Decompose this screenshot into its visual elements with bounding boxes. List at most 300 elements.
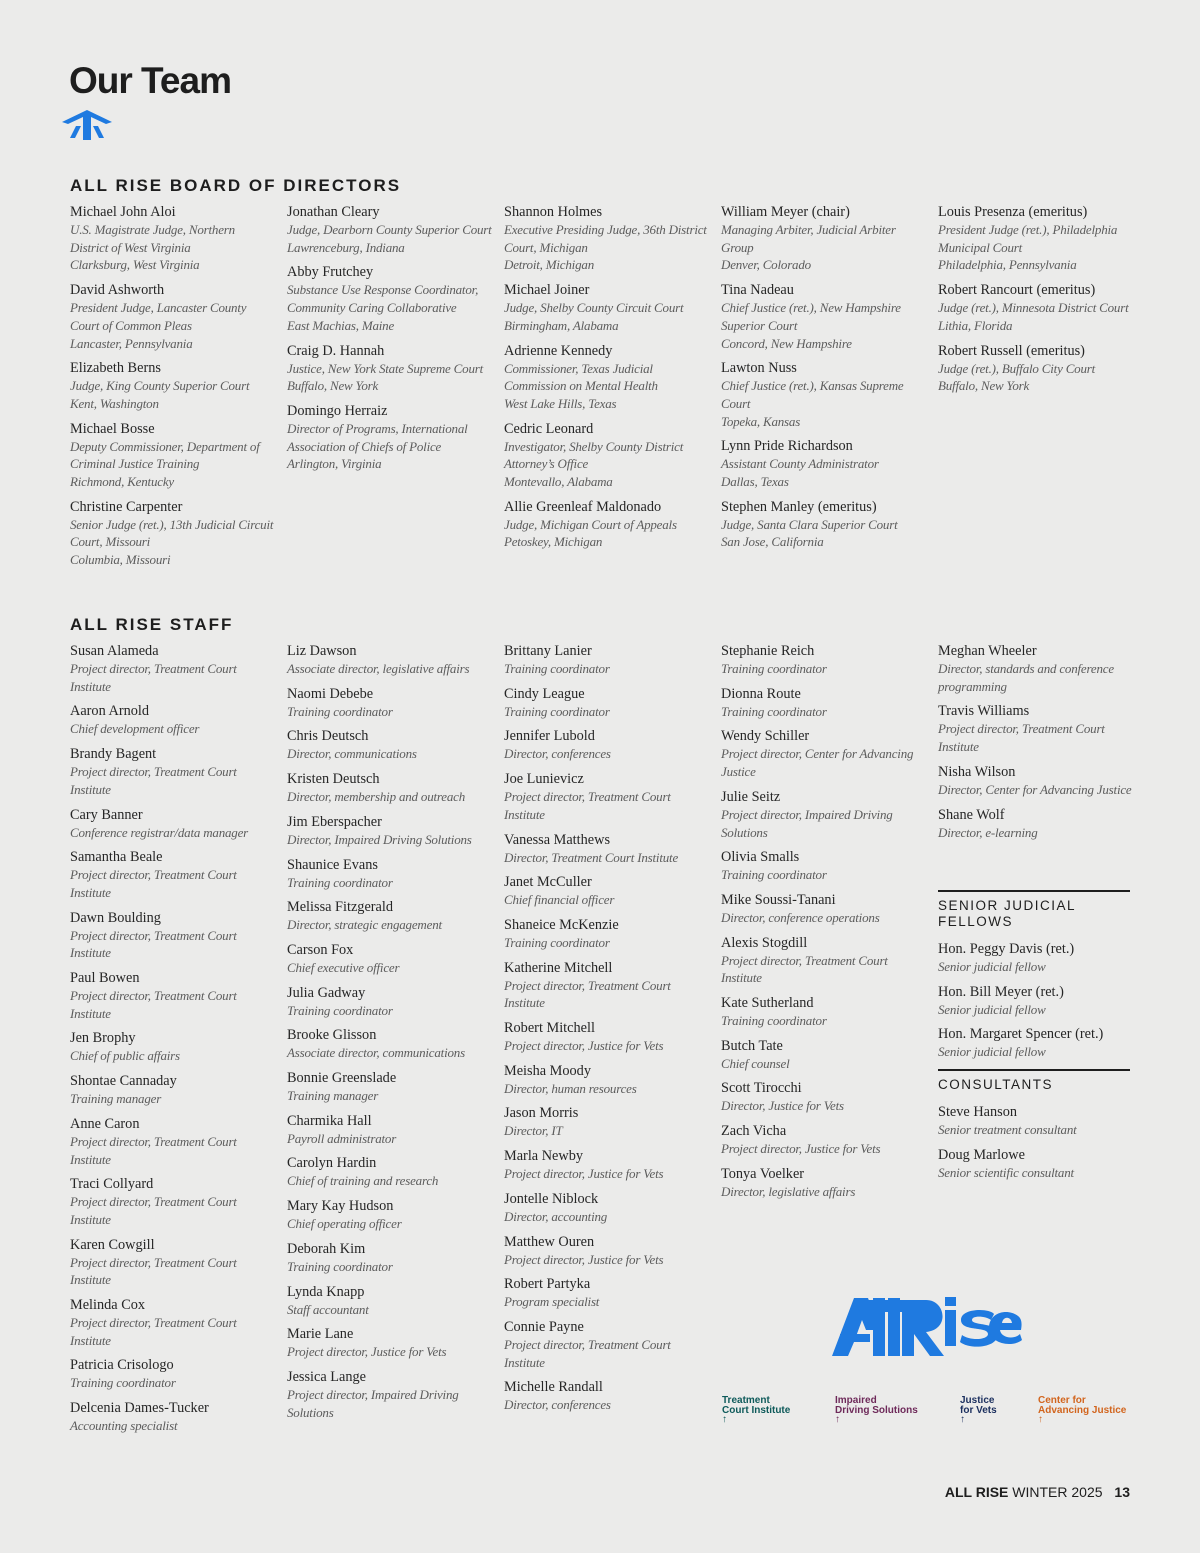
brand-line: Treatment [722, 1395, 770, 1406]
program-brand-logo [722, 1396, 790, 1424]
person-name: Brittany Lanier [504, 643, 592, 659]
person-name: Shannon Holmes [504, 204, 603, 220]
brand-arrow-icon: ↑ [835, 1414, 840, 1425]
person-location: Arlington, Virginia [287, 456, 382, 472]
person-entry [504, 1062, 710, 1098]
person-role: Judge, Michigan Court of Appeals [504, 516, 677, 532]
person-entry [938, 983, 1130, 1019]
person-role: Accounting specialist [70, 1418, 178, 1434]
person-role: Chief Justice (ret.), Kansas Supreme Court [721, 378, 904, 411]
board-column [287, 203, 493, 480]
person-role: Training manager [287, 1088, 379, 1104]
person-role: Director, IT [504, 1123, 563, 1139]
person-role: Assistant County Administrator [721, 456, 879, 472]
person-entry [287, 1154, 493, 1190]
staff-heading: ALL RISE STAFF [70, 615, 234, 634]
person-entry [938, 642, 1144, 695]
person-entry [504, 916, 710, 952]
person-role: Project director, Treatment Court Institute [70, 867, 237, 900]
person-entry [287, 984, 493, 1020]
person-role: Director, Center for Advancing Justice [938, 781, 1132, 797]
person-entry [70, 909, 276, 962]
person-name: Cindy League [504, 685, 585, 702]
person-role: Managing Arbiter, Judicial Arbiter Group [721, 222, 896, 255]
person-entry [504, 770, 710, 823]
person-name: Bonnie Greenslade [287, 1070, 397, 1087]
person-role: Training coordinator [70, 1375, 176, 1391]
person-name: Aaron Arnold [70, 703, 150, 720]
person-name: Jennifer Lubold [504, 728, 595, 745]
person-entry [287, 770, 493, 806]
person-name: Stephen Manley (emeritus) [721, 498, 877, 515]
person-entry [938, 702, 1144, 755]
person-role: Chief of training and research [287, 1173, 439, 1189]
person-entry [721, 1165, 927, 1201]
board-column [70, 203, 276, 576]
person-name: Robert Mitchell [504, 1020, 595, 1037]
person-name: Doug Marlowe [938, 1146, 1025, 1163]
consultants-heading: CONSULTANTS [938, 1069, 1130, 1093]
person-role: Chief operating officer [287, 1216, 402, 1232]
person-entry [721, 642, 927, 678]
person-role: Chief of public affairs [70, 1048, 180, 1064]
brand-line: Advancing Justice [1038, 1405, 1127, 1416]
person-role: Training coordinator [287, 874, 393, 890]
person-name: Domingo Herraiz [287, 402, 388, 419]
person-entry [287, 1026, 493, 1062]
person-entry [721, 994, 927, 1030]
person-entry [504, 831, 710, 867]
person-entry [938, 806, 1144, 842]
person-name: Meghan Wheeler [938, 643, 1037, 659]
person-location: Concord, New Hampshire [721, 335, 852, 351]
person-role: Executive Presiding Judge, 36th District Court, Michigan [504, 222, 707, 255]
person-name: Dawn Boulding [70, 909, 161, 926]
person-name: Melissa Fitzgerald [287, 899, 394, 916]
person-entry [504, 498, 710, 551]
person-role: Director, strategic engagement [287, 917, 442, 933]
person-entry [287, 856, 493, 892]
person-location: Topeka, Kansas [721, 413, 801, 429]
person-role: Project director, Justice for Vets [504, 1251, 664, 1267]
person-role: Project director, Center for Advancing Justice [721, 746, 914, 780]
person-name: Katherine Mitchell [504, 959, 613, 976]
person-role: Senior judicial fellow [938, 959, 1046, 974]
person-name: Abby Frutchey [287, 264, 374, 281]
person-entry [504, 685, 710, 721]
person-name: Elizabeth Berns [70, 360, 161, 377]
brand-arrow-icon: ↑ [960, 1414, 965, 1425]
person-role: Chief financial officer [504, 892, 615, 908]
person-name: Stephanie Reich [721, 643, 815, 659]
person-role: Project director, Treatment Court Institute [938, 721, 1105, 755]
person-location: Dallas, Texas [721, 474, 789, 490]
person-role: Project director, Treatment Court Institute [70, 1254, 237, 1288]
brand-line: Justice [960, 1395, 995, 1406]
person-entry [721, 281, 927, 352]
person-name: Craig D. Hannah [287, 342, 385, 359]
person-role: Director, Justice for Vets [721, 1098, 844, 1114]
person-name: Melinda Cox [70, 1297, 146, 1314]
person-location: Detroit, Michigan [504, 257, 594, 273]
person-name: Michael Joiner [504, 282, 590, 299]
person-role: Senior treatment consultant [938, 1122, 1077, 1138]
person-name: Scott Tirocchi [721, 1080, 802, 1097]
person-role: Investigator, Shelby County District Attorney’s Office [504, 438, 684, 472]
person-entry [504, 642, 710, 678]
person-name: Dionna Route [721, 685, 801, 702]
person-location: Buffalo, New York [287, 378, 379, 394]
person-role: Chief Justice (ret.), New Hampshire Superior Court [721, 300, 901, 333]
person-role: Director, conference operations [721, 909, 880, 925]
person-location: Montevallo, Alabama [504, 474, 613, 490]
person-name: Travis Williams [938, 703, 1030, 720]
brand-line: Center for [1038, 1395, 1086, 1406]
person-entry [938, 1025, 1130, 1061]
person-role: Training coordinator [504, 661, 610, 676]
person-entry [504, 203, 710, 274]
person-role: Training coordinator [721, 1013, 827, 1029]
person-name: Mike Soussi-Tanani [721, 891, 836, 908]
person-location: Lithia, Florida [938, 317, 1013, 333]
page-footer [945, 1484, 1130, 1500]
person-entry [287, 813, 493, 849]
person-role: Project director, Justice for Vets [287, 1344, 447, 1360]
person-name: Allie Greenleaf Maldonado [504, 498, 662, 515]
person-role: Associate director, communications [287, 1045, 465, 1061]
person-role: Senior judicial fellow [938, 1001, 1046, 1017]
person-name: Liz Dawson [287, 643, 357, 659]
person-name: Michael John Aloi [70, 204, 176, 220]
person-role: Director, accounting [504, 1208, 608, 1224]
person-role: Deputy Commissioner, Department of Criminal Justice Training [70, 438, 260, 472]
board-column [504, 203, 710, 558]
person-entry [504, 959, 710, 1012]
all-rise-arrow-icon [60, 108, 114, 142]
staff-column [938, 642, 1144, 848]
person-entry [70, 1115, 276, 1168]
person-name: Louis Presenza (emeritus) [938, 204, 1088, 220]
person-entry [287, 1197, 493, 1233]
person-role: President Judge, Lancaster County Court of Common Pleas [70, 300, 247, 333]
person-role: Director, communications [287, 746, 417, 762]
person-role: Director, e-learning [938, 824, 1038, 840]
person-role: Senior Judge (ret.), 13th Judicial Circuit Court, Missouri [70, 516, 274, 550]
person-name: Robert Rancourt (emeritus) [938, 282, 1096, 299]
person-name: Michelle Randall [504, 1379, 603, 1396]
person-name: Meisha Moody [504, 1062, 591, 1079]
person-entry [287, 727, 493, 763]
person-entry [504, 1019, 710, 1055]
person-name: Lynn Pride Richardson [721, 438, 853, 455]
page-title: Our Team [69, 60, 231, 101]
person-role: Senior judicial fellow [938, 1044, 1046, 1060]
person-entry [70, 359, 276, 412]
person-entry [287, 1368, 493, 1421]
person-entry [504, 342, 710, 413]
person-name: Kate Sutherland [721, 995, 814, 1012]
person-entry [504, 1233, 710, 1269]
person-role: Director, membership and outreach [287, 789, 466, 805]
person-name: Michael Bosse [70, 420, 155, 437]
person-location: East Machias, Maine [287, 317, 395, 333]
person-entry [70, 1175, 276, 1228]
footer-brand: ALL RISE [944, 1484, 1009, 1500]
person-role: Judge, King County Superior Court [70, 378, 250, 394]
person-entry [504, 873, 710, 909]
person-role: Project director, Treatment Court Institute [721, 952, 888, 986]
person-name: Lynda Knapp [287, 1283, 365, 1300]
person-name: Delcenia Dames-Tucker [70, 1400, 209, 1417]
person-role: Project director, Treatment Court Institute [70, 661, 237, 694]
person-role: Project director, Treatment Court Institute [504, 1336, 671, 1370]
person-role: Training coordinator [287, 1002, 393, 1018]
person-entry [70, 702, 276, 738]
person-entry [938, 1103, 1130, 1139]
person-location: Lancaster, Pennsylvania [70, 335, 193, 351]
brand-line: for Vets [960, 1405, 997, 1416]
person-role: Training coordinator [504, 703, 610, 719]
person-role: Training coordinator [287, 703, 393, 719]
person-name: Charmika Hall [287, 1112, 372, 1129]
person-role: Judge (ret.), Buffalo City Court [938, 360, 1096, 376]
brand-arrow-icon: ↑ [1038, 1414, 1043, 1425]
person-name: Deborah Kim [287, 1240, 366, 1257]
person-entry [504, 1147, 710, 1183]
person-role: Project director, Treatment Court Institute [70, 1133, 237, 1167]
person-entry [721, 934, 927, 987]
person-name: David Ashworth [70, 282, 165, 299]
person-entry [721, 685, 927, 721]
person-name: Cary Banner [70, 806, 143, 823]
person-name: Samantha Beale [70, 849, 163, 866]
person-entry [287, 898, 493, 934]
person-entry [938, 342, 1144, 395]
person-entry [70, 1296, 276, 1349]
staff-column [721, 642, 927, 1208]
person-role: Director, conferences [504, 746, 611, 762]
person-name: Shontae Cannaday [70, 1073, 177, 1090]
person-role: Associate director, legislative affairs [287, 661, 470, 676]
footer-issue: WINTER 2025 [1012, 1484, 1103, 1500]
person-name: Tonya Voelker [721, 1165, 805, 1182]
person-role: Justice, New York State Supreme Court [287, 360, 484, 376]
person-entry [287, 941, 493, 977]
person-entry [504, 281, 710, 334]
person-location: San Jose, California [721, 534, 824, 550]
person-entry [287, 1283, 493, 1319]
person-entry [504, 1378, 710, 1414]
person-name: Vanessa Matthews [504, 831, 611, 848]
person-role: Project director, Impaired Driving Solutions [721, 806, 893, 840]
person-role: Project director, Impaired Driving Solutions [287, 1386, 459, 1420]
person-name: Janet McCuller [504, 874, 592, 891]
person-entry [721, 891, 927, 927]
person-name: Joe Lunievicz [504, 771, 584, 788]
person-name: Marla Newby [504, 1148, 584, 1165]
person-name: Anne Caron [70, 1115, 140, 1132]
person-role: Project director, Treatment Court Institute [504, 789, 671, 822]
person-name: Kristen Deutsch [287, 771, 380, 788]
person-entry [721, 437, 927, 490]
person-name: Olivia Smalls [721, 849, 800, 866]
person-entry [938, 763, 1144, 799]
person-name: Shane Wolf [938, 806, 1005, 823]
person-entry [721, 1037, 927, 1073]
person-role: Project director, Treatment Court Institute [504, 977, 671, 1011]
person-name: Shaneice McKenzie [504, 916, 619, 933]
person-name: Jontelle Niblock [504, 1190, 599, 1207]
person-role: Judge (ret.), Minnesota District Court [938, 300, 1129, 316]
person-name: Cedric Leonard [504, 420, 594, 437]
person-name: Jonathan Cleary [287, 204, 380, 220]
person-location: Petoskey, Michigan [504, 534, 603, 550]
person-role: Director of Programs, International Association of Chiefs of Police [287, 420, 468, 454]
person-role: Judge, Dearborn County Superior Court [287, 222, 492, 237]
person-entry [70, 498, 276, 569]
person-name: Robert Partyka [504, 1276, 591, 1293]
person-name: Karen Cowgill [70, 1236, 155, 1253]
brand-line: Driving Solutions [835, 1405, 918, 1416]
person-role: Director, Impaired Driving Solutions [287, 831, 472, 847]
program-brand-logo [960, 1396, 997, 1424]
person-role: Project director, Treatment Court Institute [70, 927, 237, 961]
person-role: Senior scientific consultant [938, 1164, 1074, 1180]
person-entry [287, 342, 493, 395]
person-role: Project director, Treatment Court Institute [70, 1315, 237, 1348]
person-role: Project director, Treatment Court Institute [70, 764, 237, 797]
person-name: Hon. Bill Meyer (ret.) [938, 983, 1064, 1000]
person-entry [70, 1356, 276, 1392]
person-name: Shaunice Evans [287, 856, 378, 873]
person-name: Hon. Peggy Davis (ret.) [938, 941, 1075, 957]
person-name: Robert Russell (emeritus) [938, 342, 1085, 359]
person-role: Director, human resources [504, 1080, 637, 1096]
person-role: Substance Use Response Coordinator, Community Caring Collaborative [287, 282, 479, 316]
person-name: Naomi Debebe [287, 685, 374, 702]
person-name: Connie Payne [504, 1318, 584, 1335]
person-entry [287, 1325, 493, 1361]
person-name: Susan Alameda [70, 643, 159, 659]
person-name: Julia Gadway [287, 984, 366, 1001]
person-role: Project director, Justice for Vets [504, 1166, 664, 1182]
person-role: Director, Treatment Court Institute [504, 849, 679, 865]
person-entry [938, 203, 1144, 274]
person-name: Hon. Margaret Spencer (ret.) [938, 1026, 1104, 1043]
person-entry [70, 642, 276, 695]
person-name: Wendy Schiller [721, 728, 810, 745]
person-entry [287, 1240, 493, 1276]
person-entry [504, 420, 710, 491]
person-role: Director, legislative affairs [721, 1183, 856, 1199]
person-entry [721, 359, 927, 430]
person-entry [287, 203, 493, 256]
program-brands [722, 1396, 1142, 1430]
person-role: Training coordinator [287, 1258, 393, 1274]
person-location: Columbia, Missouri [70, 552, 171, 568]
person-name: Carolyn Hardin [287, 1155, 377, 1172]
person-name: Jen Brophy [70, 1030, 136, 1047]
person-entry [70, 745, 276, 798]
person-name: Traci Collyard [70, 1176, 154, 1193]
person-entry [287, 402, 493, 473]
person-role: U.S. Magistrate Judge, Northern District of West Virginia [70, 222, 235, 255]
person-role: Training manager [70, 1091, 162, 1107]
person-name: Paul Bowen [70, 970, 140, 987]
person-entry [287, 642, 493, 678]
fellows-heading: SENIOR JUDICIAL FELLOWS [938, 890, 1130, 930]
person-role: Chief development officer [70, 721, 200, 737]
staff-column [287, 642, 493, 1428]
person-entry [70, 1029, 276, 1065]
person-name: Julie Seitz [721, 788, 781, 805]
person-name: Steve Hanson [938, 1104, 1018, 1121]
person-name: Jim Eberspacher [287, 813, 382, 830]
person-entry [721, 498, 927, 551]
person-name: Mary Kay Hudson [287, 1198, 394, 1215]
person-name: Carson Fox [287, 941, 354, 958]
person-entry [504, 1190, 710, 1226]
person-entry [287, 263, 493, 334]
person-role: Commissioner, Texas Judicial Commission on Mental Health [504, 360, 658, 394]
person-name: Tina Nadeau [721, 282, 794, 299]
person-name: Lawton Nuss [721, 360, 797, 377]
person-name: Brooke Glisson [287, 1027, 377, 1044]
person-role: Chief executive officer [287, 959, 400, 975]
page-number: 13 [1114, 1484, 1130, 1500]
person-name: Butch Tate [721, 1037, 783, 1054]
person-role: President Judge (ret.), Philadelphia Municipal Court [938, 222, 1118, 255]
person-entry [721, 1122, 927, 1158]
person-entry [70, 420, 276, 491]
person-entry [938, 1146, 1130, 1182]
person-name: Marie Lane [287, 1326, 354, 1343]
program-brand-logo [835, 1396, 918, 1424]
brand-line: Court Institute [722, 1405, 791, 1416]
person-role: Payroll administrator [287, 1130, 397, 1146]
brand-arrow-icon: ↑ [722, 1414, 727, 1425]
all-rise-logo [826, 1290, 1026, 1360]
person-name: Brandy Bagent [70, 746, 157, 763]
person-entry [504, 1104, 710, 1140]
person-entry [938, 281, 1144, 334]
person-location: Lawrenceburg, Indiana [287, 239, 405, 255]
person-role: Judge, Santa Clara Superior Court [721, 516, 898, 532]
person-location: Denver, Colorado [721, 257, 811, 273]
person-role: Staff accountant [287, 1301, 369, 1317]
staff-column [70, 642, 276, 1442]
person-entry [721, 727, 927, 780]
person-entry [287, 685, 493, 721]
person-location: Kent, Washington [70, 395, 159, 411]
person-entry [287, 1112, 493, 1148]
person-role: Project director, Justice for Vets [721, 1141, 881, 1157]
person-name: Alexis Stogdill [721, 934, 808, 951]
person-role: Chief counsel [721, 1055, 790, 1071]
person-location: Philadelphia, Pennsylvania [938, 257, 1077, 273]
person-role: Training coordinator [504, 934, 610, 950]
brand-line: Impaired [835, 1395, 877, 1406]
person-entry [70, 203, 276, 274]
board-column [721, 203, 927, 558]
person-entry [504, 727, 710, 763]
person-name: Zach Vicha [721, 1123, 787, 1140]
person-entry [70, 281, 276, 352]
person-entry [70, 1399, 276, 1435]
person-location: West Lake Hills, Texas [504, 395, 617, 411]
person-entry [721, 203, 927, 274]
fellows-section [938, 890, 1130, 1189]
